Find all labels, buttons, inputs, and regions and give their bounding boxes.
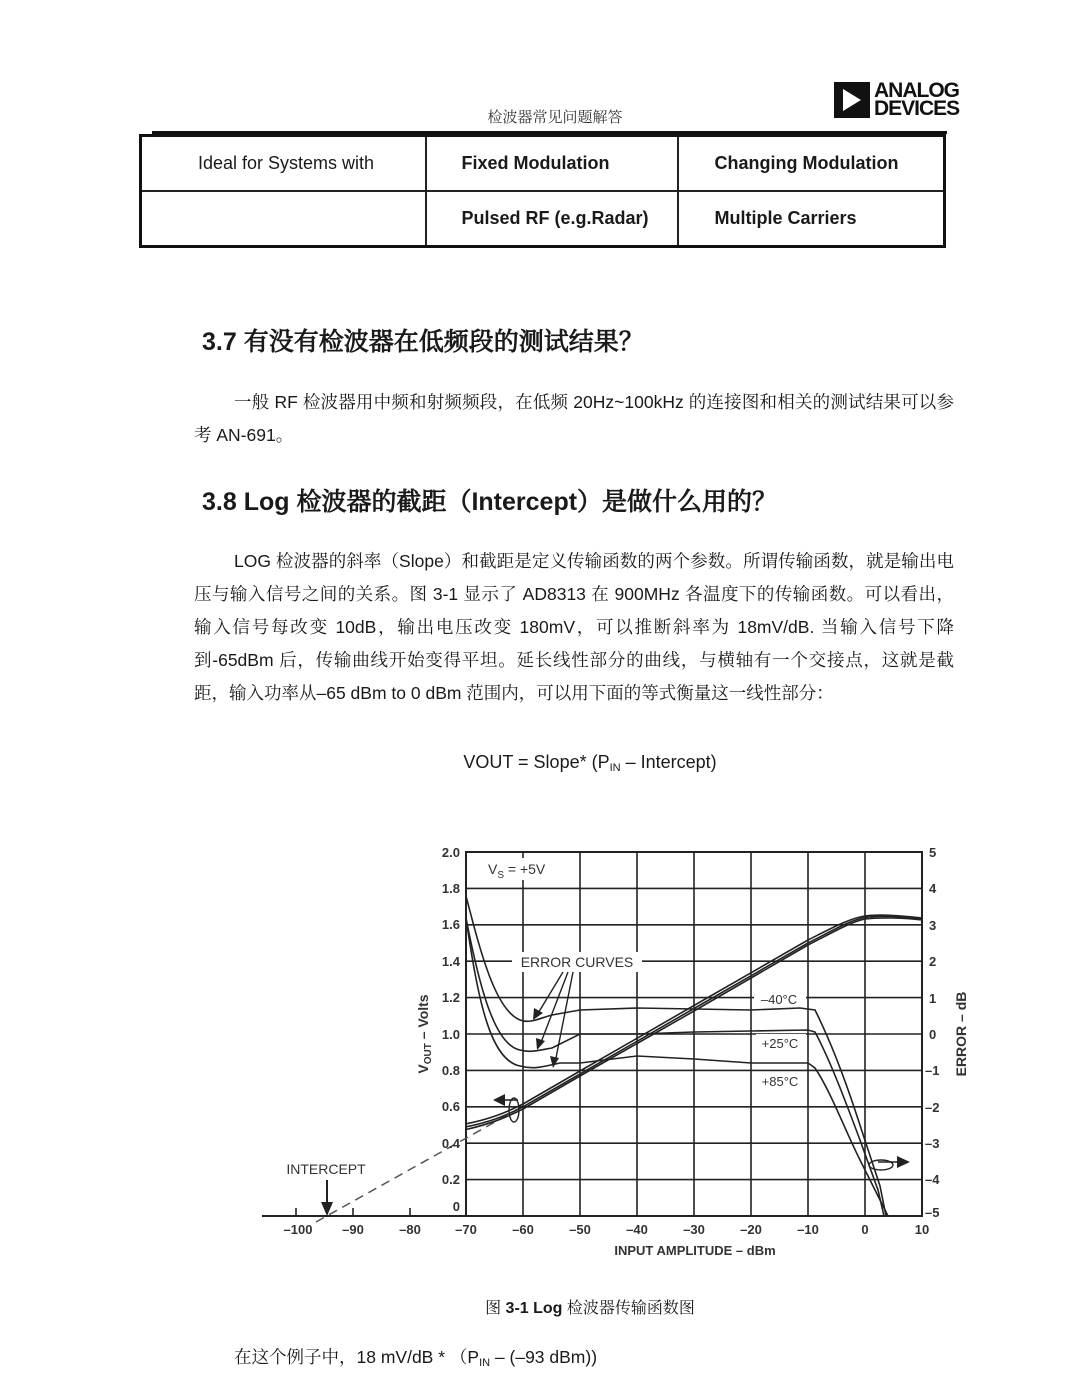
y-tick: 0.6 — [441, 1099, 460, 1114]
table-cell: Changing Modulation — [678, 136, 945, 192]
section-3-7-paragraph: 一般 RF 检波器用中频和射频频段，在低频 20Hz~100kHz 的连接图和相关的测试结果可以参考 AN-691。 — [194, 392, 954, 445]
y2-tick: 0 — [929, 1027, 937, 1042]
page-header-title: 检波器常见问题解答 — [487, 109, 623, 126]
y-tick: 1.0 — [441, 1027, 460, 1042]
table-cell: Ideal for Systems with — [141, 136, 426, 192]
example-subscript: IN — [479, 1357, 491, 1369]
y-tick: 1.2 — [441, 990, 460, 1005]
table-cell: Pulsed RF (e.g.Radar) — [426, 191, 678, 247]
y2-tick: –5 — [925, 1205, 940, 1220]
figure-caption — [0, 1295, 1080, 1318]
y-tick: 0.4 — [441, 1136, 460, 1151]
label-minus40c: –40°C — [760, 992, 798, 1007]
y2-axis-label: ERROR – dB — [953, 991, 969, 1077]
logo-line2: DEVICES — [874, 97, 960, 120]
example-right: – (–93 dBm)) — [490, 1347, 598, 1367]
logo-line1: ANALOG — [874, 79, 959, 102]
y2-tick: 4 — [929, 881, 937, 896]
caption-rest: 检波器传输函数图 — [562, 1300, 695, 1317]
x-tick: –60 — [512, 1222, 534, 1237]
y2-tick: –1 — [925, 1063, 940, 1078]
x-tick: –20 — [740, 1222, 762, 1237]
table-cell: Multiple Carriers — [678, 191, 945, 247]
x-tick: –40 — [626, 1222, 648, 1237]
x-tick: –90 — [342, 1222, 364, 1237]
y-axis-label: $V_{OUT}$ – Volts — [415, 994, 434, 1074]
caption-prefix: 图 — [485, 1300, 506, 1317]
formula-right: – Intercept) — [620, 752, 717, 772]
y2-tick: 5 — [929, 845, 937, 860]
y-tick: 2.0 — [441, 845, 460, 860]
error-curves-label: ERROR CURVES — [520, 954, 634, 970]
formula-left: VOUT = Slope* (P — [463, 752, 610, 772]
table-cell: Fixed Modulation — [426, 136, 678, 192]
example-formula — [234, 1344, 597, 1369]
example-left: 在这个例子中，18 mV/dB * （P — [234, 1347, 480, 1367]
x-tick: –80 — [399, 1222, 421, 1237]
x-tick: –30 — [683, 1222, 705, 1237]
y-tick: 1.6 — [441, 917, 460, 932]
caption-bold-word: Log — [528, 1300, 563, 1317]
x-tick: –100 — [283, 1222, 313, 1237]
section-3-8-paragraph: LOG 检波器的斜率（Slope）和截距是定义传输函数的两个参数。所谓传输函数，就是输出电压与输入信号之间的关系。图 3-1 显示了 AD8313 在 900MHz 各温度下的传输函数。可以看出，输入信号每改变 10dB，输出电压改变 180mV，可以推断斜率为 18mV/dB. 当输入信号下降到-65dBm 后，传输曲线开始变得平坦。延长线性部分的曲线，与横轴有一个交接点，这就是截距，输入功率从–65 dBm to 0 dBm 范围内，可以用下面的等式衡量这一线性部分： — [194, 551, 954, 703]
formula-subscript: IN — [609, 762, 621, 774]
intercept-arrow-icon — [321, 1180, 333, 1216]
x-tick: –50 — [569, 1222, 591, 1237]
y-tick: 1.4 — [441, 954, 460, 969]
y2-tick: 3 — [929, 918, 937, 933]
intercept-label: INTERCEPT — [286, 1161, 366, 1177]
supply-voltage-label: $V_S = +5V$ — [488, 861, 546, 881]
section-3-7-heading: 3.7 有没有检波器在低频段的测试结果？ — [202, 328, 644, 356]
y-tick: 0.2 — [441, 1172, 460, 1187]
y2-tick: 2 — [929, 954, 937, 969]
x-axis-label: INPUT AMPLITUDE – dBm — [614, 1243, 776, 1258]
section-3-8-heading: 3.8 Log 检波器的截距（Intercept）是做什么用的？ — [202, 488, 778, 516]
y2-tick: –3 — [925, 1136, 940, 1151]
label-plus25c: +25°C — [761, 1036, 799, 1051]
y2-tick: –4 — [925, 1172, 940, 1187]
x-tick: 0 — [861, 1222, 869, 1237]
x-tick: –70 — [455, 1222, 477, 1237]
error-axis-indicator-icon — [869, 1156, 910, 1170]
caption-number: 3-1 — [505, 1300, 529, 1317]
y-tick: 1.8 — [441, 881, 460, 896]
y2-tick: 1 — [929, 991, 937, 1006]
error-curves — [466, 896, 888, 1216]
y-tick: 0 — [452, 1199, 460, 1214]
x-tick: 10 — [914, 1222, 930, 1237]
label-plus85c: +85°C — [761, 1074, 799, 1089]
x-tick: –10 — [797, 1222, 819, 1237]
y-tick: 0.8 — [441, 1063, 460, 1078]
y2-tick: –2 — [925, 1100, 940, 1115]
